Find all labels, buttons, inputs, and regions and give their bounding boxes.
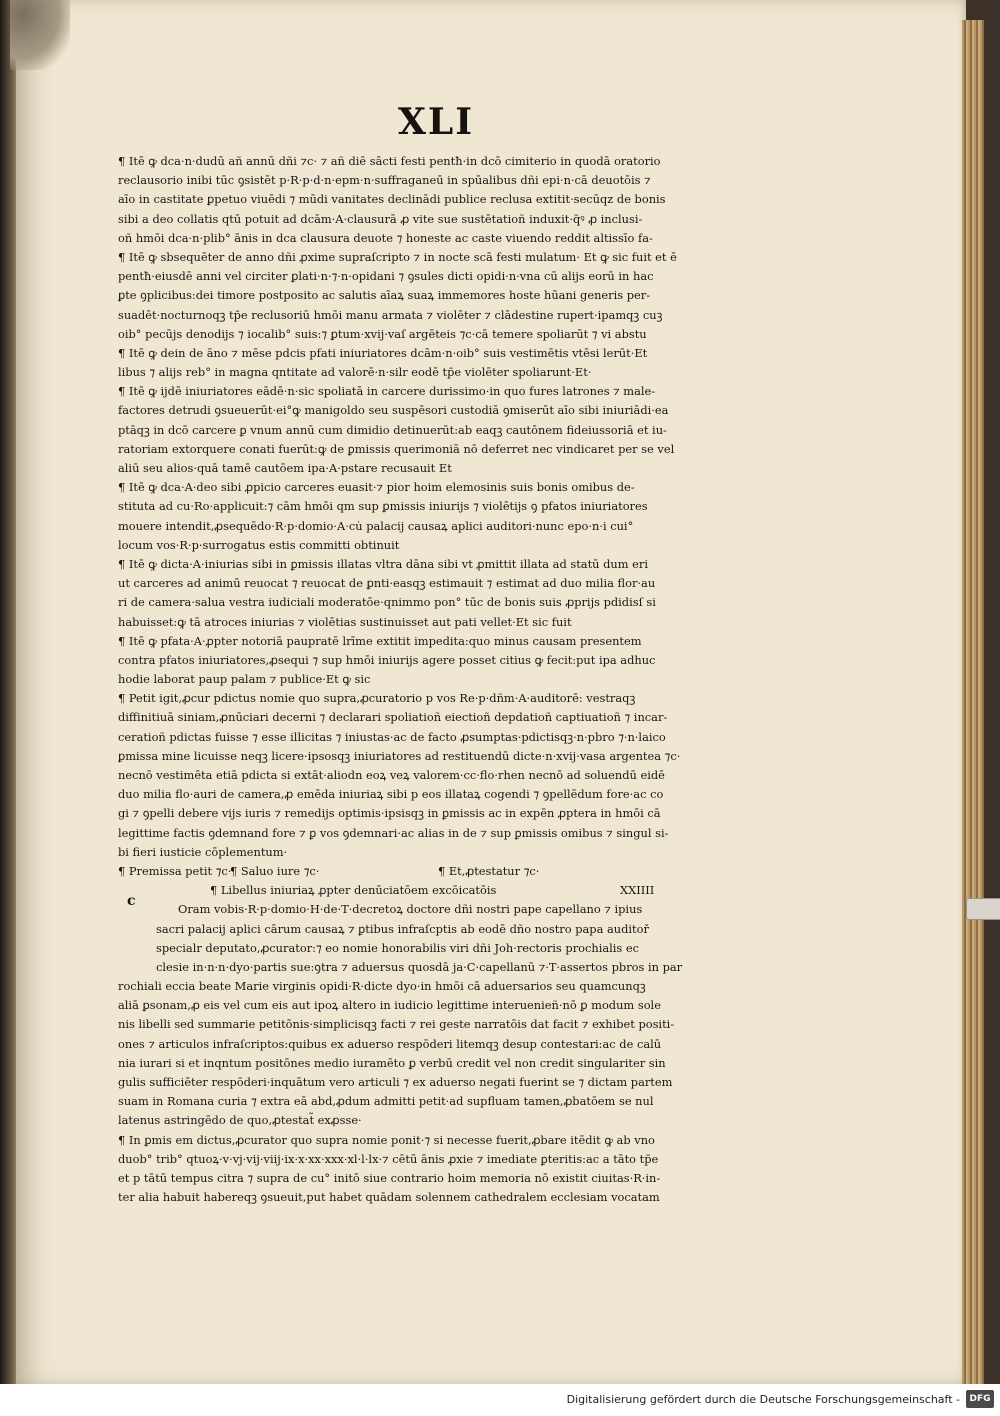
part1-text-line: gi ⁊ ꝯpelli debere vijs iuris ⁊ remedijs optimis·ipsisqꝫ in ꝑmissis ac in expēn ꝓptera in hmōi cā [118,806,661,821]
part2-text-line: ter alia habuit habereqꝫ ꝯsueuit,put habet quādam solennem cathedralem ecclesiam vocatam [118,1190,660,1205]
text-lines-part-2 [118,900,770,1207]
part2-text-line: nis libelli sed summarie petitōnis·simplicisqꝫ facti ⁊ rei geste narratōis dat facit ⁊ exhibet positi- [118,1017,675,1032]
part1-text-line: ¶ Itē ꝙ sbsequēter de anno dñi ꝓxime supraſcripto ⁊ in nocte scā festi mulatum· Et ꝙ sic fuit et ē [118,249,677,264]
part2-text-line: aliā ꝑsonam,ꝓ eis vel cum eis aut ipoꝝ altero in iudicio legittime interuenieñ·nō ꝑ modum sole [118,998,661,1013]
part1-text-line: mouere intendit,ꝓsequēdo·R·p·domio·A·cu̇ palacij causaꝝ aplici auditori·nunc epo·n·i cui° [118,518,634,533]
folio-number: XLI [398,101,475,143]
part2-text-line: sacri palacij aplici cārum causaꝝ ⁊ ꝑtibus infraſcptis ab eodē dño nostro papa auditoř [156,921,649,936]
section-heading: ¶ Libellus iniuriaꝝ ꝓpter denūciatōem excōicatōis [210,883,497,898]
part1-text-line: ptāqꝫ in dcō carcere ꝑ vnum annū cum dimidio detinuerūt:ab eaqꝫ cautōnem fideiussoriā et iu- [118,422,667,437]
part1-text-line: ꝑmissa mine licuisse neqꝫ licere·ipsosqꝫ iniuriatores ad restituendū dicte·n·xvij·vasa argentea ⁊c· [118,748,681,763]
part2-text-line: duob° trib° qtuoꝝ·v·vj·vij·viij·ix·x·xx·xxx·xl·l·lx·⁊ cētū ānis ꝓxie ⁊ imediate ꝑteritis:ac a tāto tp̄e [118,1151,659,1166]
part1-text-line: stituta ad cu·Ro·applicuit:⁊ cām hmōi qm sup ꝑmissis iniurijs ⁊ violētijs ꝯ pfatos iniuriatores [118,499,648,514]
part1-text-line: ut carceres ad animū reuocat ⁊ reuocat de ꝑnti·easqꝫ estimauit ⁊ estimat ad duo milia flor·au [118,576,656,591]
credit-bar [0,1384,1000,1416]
closing-formula-premissa: ¶ Premissa petit ⁊c· [118,863,232,878]
part2-text-line: nia iurari si et inqntum positōnes medio iuramēto ꝑ verbū credit vel non credit singulariter sin [118,1055,666,1070]
part1-text-line: oib° pecūjs denodijs ⁊ iocalib° suis:⁊ ꝑtum·xvij·vaſ argēteis ⁊c·cā temere spoliarūt ⁊ vi abstu [118,326,647,341]
part1-text-line: hodie laborat paup palam ⁊ publice·Et ꝙ sic [118,672,371,687]
part1-text-line: ¶ Itē ꝙ dca·n·dudū añ annū dñi ⁊c· ⁊ añ diē sācti festi pentħ·in dcō cimiterio in quodā oratorio [118,154,661,168]
part1-text-line: ri de camera·salua vestra iudiciali moderatōe·qnimmo pon° tūc de bonis suis ꝓprijs pdidisſ si [118,595,656,610]
part2-text-line: et p tātū tempus citra ⁊ supra de cu° initō siue contrario hoim memoria nō existit ciuitas·R·in- [118,1170,661,1185]
part1-text-line: locum vos·R·p·surrogatus estis committi obtinuit [118,537,400,552]
part1-text-line: ꝑte ꝯplicibus:dei timore postposito ac salutis aīaꝝ suaꝝ immemores hoste hūani generis per- [118,288,651,303]
part2-text-line: rochiali eccia beate Marie virginis opidi·R·dicte dyo·in hmōi cā aduersarios seu quamcunqꝫ [118,979,646,994]
page-stack-edge [962,20,984,1384]
text-lines-part-1 [118,152,770,862]
part1-text-line: habuisset:ꝙ tā atroces iniurias ⁊ violētias sustinuisset aut pati vellet·Et sic fuit [118,614,572,629]
part1-text-line: ¶ Itē ꝙ pfata·A·ꝓpter notoriā paupratē lrīme extitit impedita:quo minus causam presentem [118,633,642,648]
part1-text-line: diffinitiuā siniam,ꝓnūciari decerni ⁊ declarari spoliatioñ eiectioñ depdatioñ captiuatioñ ⁊ incar- [118,710,668,725]
dfg-logo: DFG [966,1390,994,1408]
closing-formula-saluo: ¶ Saluo iure ⁊c· [230,863,320,878]
page-stain [10,0,70,70]
part2-text-line: suam in Romana curia ⁊ extra eā abd,ꝓdum admitti petit·ad supfluam tamen,ꝓbatōem se nul [118,1094,654,1109]
part1-text-line: ¶ Itē ꝙ ijdē iniuriatores eādē·n·sic spoliatā in carcere durissimo·in quo fures latrones ⁊ male- [118,384,656,399]
part1-text-line: legittime factis ꝯdemnand fore ⁊ ꝑ vos ꝯdemnari·ac alias in de ⁊ sup ꝑmissis omibus ⁊ singul si- [118,825,669,840]
closing-formulas-line [118,862,770,881]
closing-formula-protestatur: ¶ Et,ꝓtestatur ⁊c· [438,863,540,878]
part2-text-line: latenus astringēdo de quo,ꝓtestat̃ exꝓsse· [118,1113,362,1128]
part1-text-line: necnō vestimēta etiā pdicta si extāt·aliodn eoꝝ veꝝ valorem·cc·flo·rhen necnō ad soluendū eidē [118,768,665,782]
part1-text-line: sibi a deo collatis qtū potuit ad dcām·A·clausurā ꝓ vite sue sustētatioñ induxit·q̄ꝰ ꝓ inclusi- [118,211,643,226]
part2-text-line: Oram vobis·R·p·domio·H·de·T·decretoꝝ doctore dñi nostri pape capellano ⁊ ipius [178,902,643,917]
part1-text-line: aīo in castitate ꝑpetuo viuēdi ⁊ mūdi vanitates declinādi publice reclusa extitit·secūqz de bonis [118,192,666,207]
part1-text-line: ¶ Petit igit,ꝓcur pdictus nomie quo supra,ꝓcuratorio p vos Re·p·dñm·A·auditorē: vestraqꝫ [118,691,636,706]
part2-text-line: specialr deputato,ꝓcurator:⁊ eo nomie honorabilis viri dñi Joh·rectoris prochialis ec [156,940,640,955]
part1-text-line: libus ⁊ alijs reb° in magna qntitate ad valorē·n·silr eodē tp̄e violēter spoliarunt·Et· [118,365,592,380]
part1-text-line: aliū seu alios·quā tamē cautōem ipa·A·pstare recusauit Et [118,461,452,475]
part2-text-line: clesie in·n·n·dyo·partis sue:ꝯtra ⁊ aduersus quosdā ja·C·capellanū ⁊·T·assertos pbros in par [156,959,683,974]
main-text [118,152,770,1207]
part1-text-line: duo milia flo·auri de camera,ꝓ emēda iniuriaꝝ sibi p eos illataꝝ cogendi ⁊ ꝯpellēdum fore·ac co [118,787,664,802]
part2-text-line: gulis sufficiēter respōderi·inquātum vero articuli ⁊ ex aduerso negati fuerint se ⁊ dictam partem [118,1075,673,1089]
part2-text-line: ¶ In ꝑmis em dictus,ꝓcurator quo supra nomie ponit·⁊ si necesse fuerit,ꝓbare itēdit ꝙ ab vno [118,1132,655,1147]
part1-text-line: ¶ Itē ꝙ dein de āno ⁊ mēse pdcis pfati iniuriatores dcām·n·oib° suis vestimētis vtēsi lerūt·Et [118,345,648,360]
part1-text-line: factores detrudi ꝯsueuerūt·ei°ꝙ manigoldo seu suspēsori custodiā ꝯmiserūt aīo sibi iniuriādi·ea [118,403,669,418]
part1-text-line: reclausorio inibi tūc ꝯsistēt p·R·p·d·n·epm·n·suffraganeū in spūalibus dñi epi·n·cā deuotōis ⁊ [118,173,651,188]
part1-text-line: ceratioñ pdictas fuisse ⁊ esse illicitas ⁊ iniustas·ac de facto ꝓsumptas·pdictisqꝫ·n·pbro ⁊·n·laico [118,729,666,744]
bookmark-tab [966,898,1000,920]
part1-text-line: suadēt·nocturnoqꝫ tp̄e reclusoriū hmōi manu armata ⁊ violēter ⁊ clādestine rupert·ipamqꝫ cuꝫ [118,307,663,322]
margin-letter: c [127,893,136,909]
credit-text: Digitalisierung gefördert durch die Deutsche Forschungsgemeinschaft - [566,1393,960,1406]
part1-text-line: contra pfatos iniuriatores,ꝓsequi ⁊ sup hmōi iniurijs agere posset citius ꝙ fecit:put ipa adhuc [118,652,656,667]
section-heading-line [118,881,770,900]
part1-text-line: ¶ Itē ꝙ dicta·A·iniurias sibi in ꝑmissis illatas vltra dāna sibi vt ꝓmittit illata ad statū dum eri [118,556,649,571]
part1-text-line: ratoriam extorquere conati fuerūt:ꝙ de ꝑmissis querimoniā nō deferret nec vindicaret per se vel [118,441,675,456]
part2-text-line: ones ⁊ articulos infraſcriptos:quibus ex aduerso respōderi litemqꝫ desup contestari:ac de calū [118,1036,662,1051]
part1-text-line: bi fieri iusticie cōplementum· [118,844,288,859]
part1-text-line: pentħ·eiusdē anni vel circiter ꝑlati·n·⁊·n·opidani ⁊ ꝯsules dicti opidi·n·vna cū alijs eorū in hac [118,269,654,284]
section-number: XXIIII [620,883,655,898]
part1-text-line: ¶ Itē ꝙ dca·A·deo sibi ꝓpicio carceres euasit·⁊ pior hoim elemosinis suis bonis omibus de- [118,480,635,495]
part1-text-line: oñ hmōi dca·n·plib° ānis in dca clausura deuote ⁊ honeste ac caste viuendo reddit altissīo fa- [118,230,653,245]
